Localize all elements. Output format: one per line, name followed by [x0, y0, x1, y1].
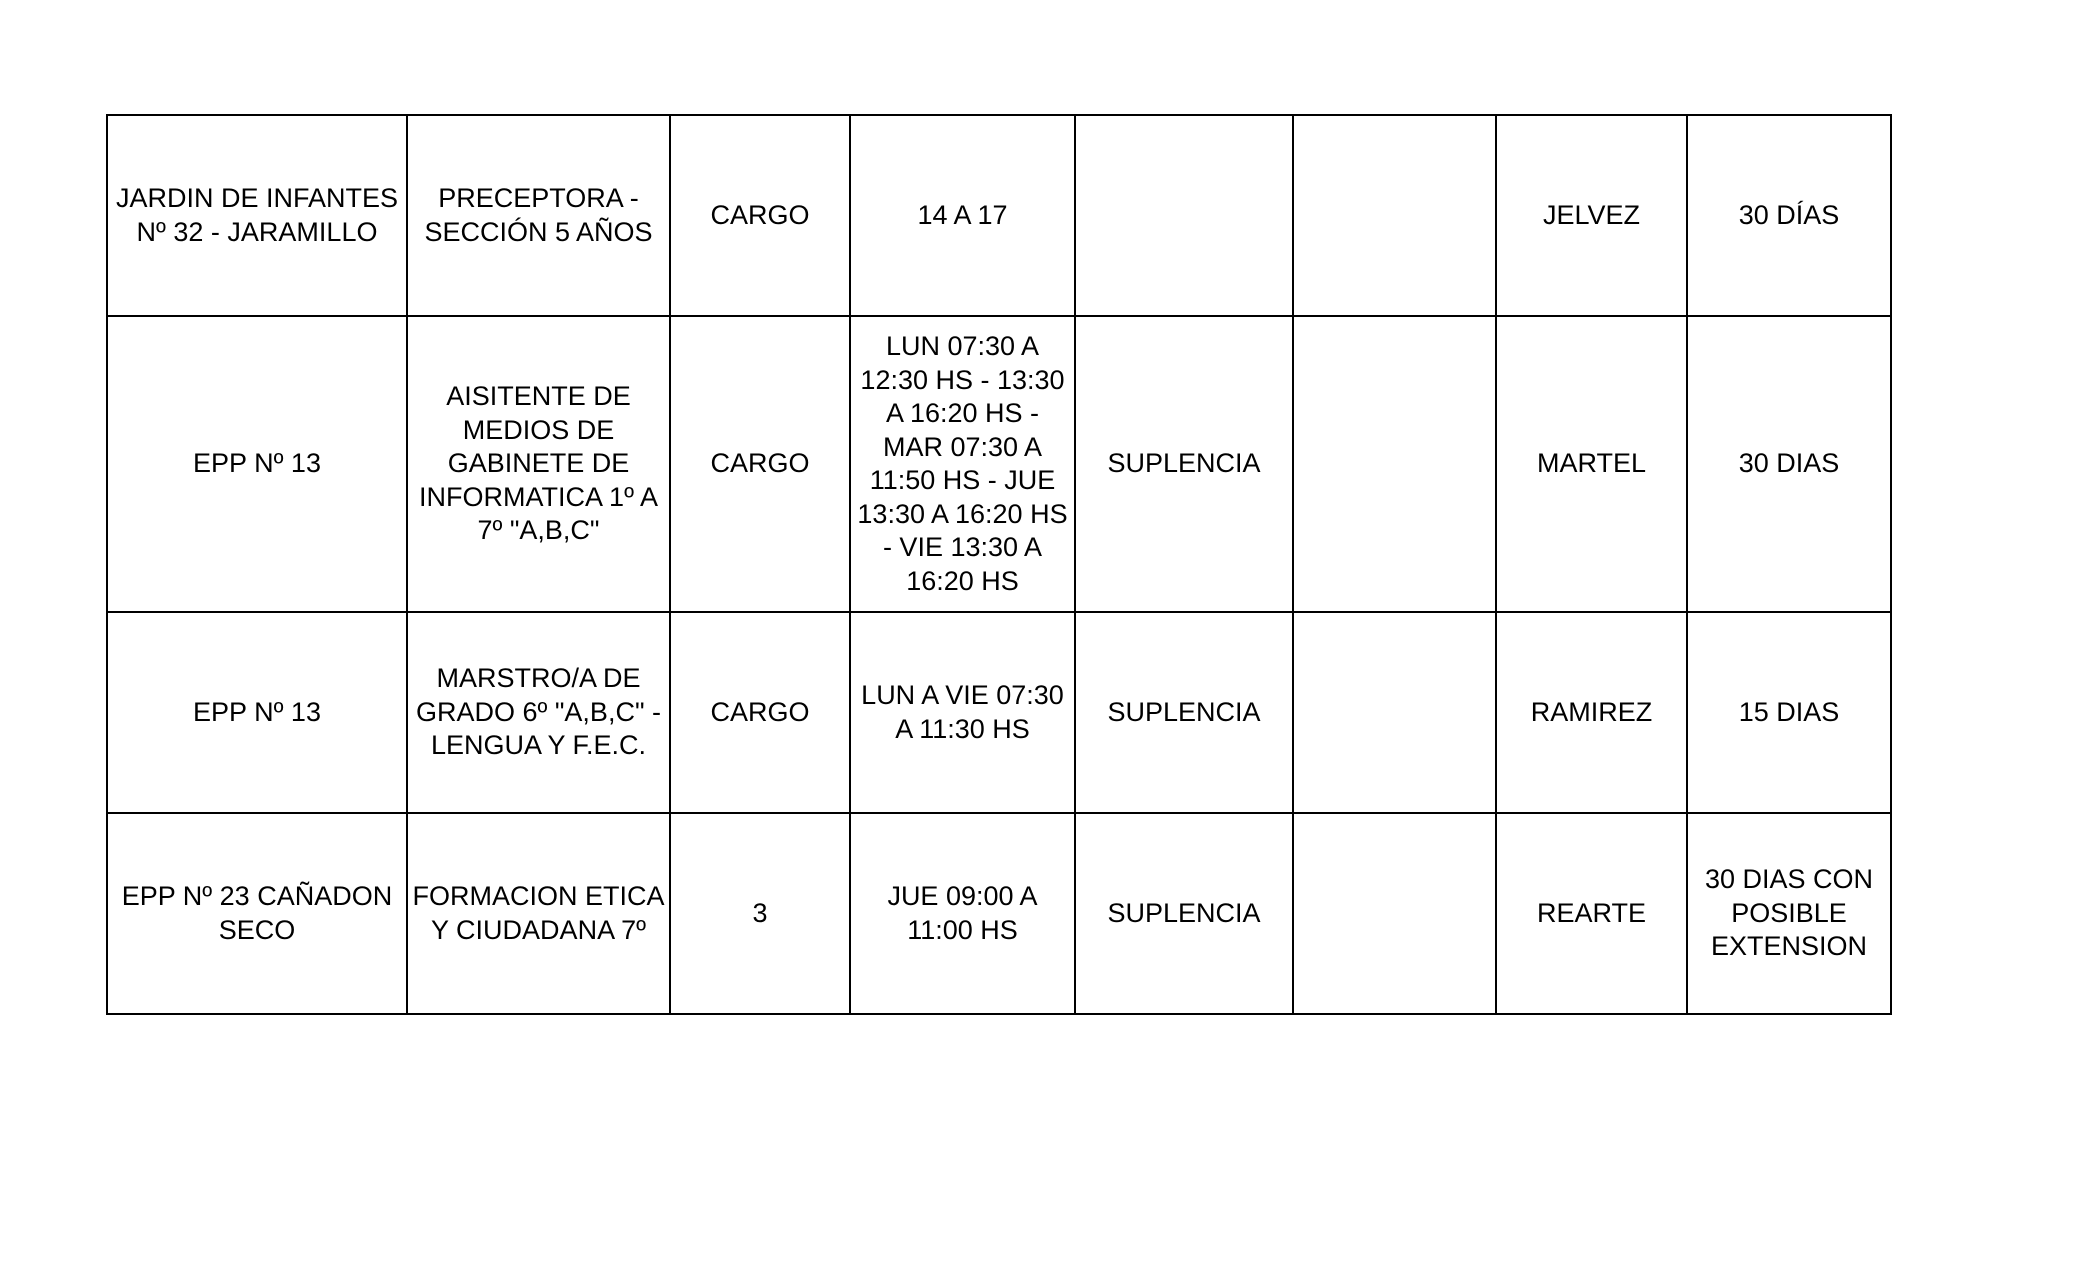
cell-empty [1293, 115, 1496, 316]
table-row [107, 612, 1891, 813]
cell-duracion: 15 DIAS [1687, 612, 1891, 813]
cell-caracter: SUPLENCIA [1075, 316, 1293, 612]
cell-horas: CARGO [670, 612, 850, 813]
cell-caracter [1075, 115, 1293, 316]
cell-horario: JUE 09:00 A 11:00 HS [850, 813, 1075, 1014]
cell-empty [1293, 316, 1496, 612]
cell-horario: LUN A VIE 07:30 A 11:30 HS [850, 612, 1075, 813]
cell-docente: JELVEZ [1496, 115, 1687, 316]
cell-docente: REARTE [1496, 813, 1687, 1014]
cell-cargo-materia: PRECEPTORA - SECCIÓN 5 AÑOS [407, 115, 670, 316]
cell-duracion: 30 DIAS [1687, 316, 1891, 612]
cell-horario: LUN 07:30 A 12:30 HS - 13:30 A 16:20 HS - MAR 07:30 A 11:50 HS - JUE 13:30 A 16:20 HS - VIE 13:30 A 16:20 HS [850, 316, 1075, 612]
cell-escuela: JARDIN DE INFANTES Nº 32 - JARAMILLO [107, 115, 407, 316]
cell-cargo-materia: MARSTRO/A DE GRADO 6º "A,B,C" - LENGUA Y F.E.C. [407, 612, 670, 813]
cell-cargo-materia: FORMACION ETICA Y CIUDADANA 7º [407, 813, 670, 1014]
table-row [107, 316, 1891, 612]
vacancy-table [106, 114, 1892, 1015]
cell-escuela: EPP Nº 23 CAÑADON SECO [107, 813, 407, 1014]
cell-docente: MARTEL [1496, 316, 1687, 612]
cell-duracion: 30 DÍAS [1687, 115, 1891, 316]
cell-empty [1293, 813, 1496, 1014]
cell-horas: 3 [670, 813, 850, 1014]
cell-caracter: SUPLENCIA [1075, 612, 1293, 813]
cell-docente: RAMIREZ [1496, 612, 1687, 813]
cell-empty [1293, 612, 1496, 813]
cell-duracion: 30 DIAS CON POSIBLE EXTENSION [1687, 813, 1891, 1014]
cell-horas: CARGO [670, 316, 850, 612]
table-row [107, 813, 1891, 1014]
cell-escuela: EPP Nº 13 [107, 316, 407, 612]
cell-horario: 14 A 17 [850, 115, 1075, 316]
cell-cargo-materia: AISITENTE DE MEDIOS DE GABINETE DE INFORMATICA 1º A 7º "A,B,C" [407, 316, 670, 612]
table-row [107, 115, 1891, 316]
cell-horas: CARGO [670, 115, 850, 316]
cell-escuela: EPP Nº 13 [107, 612, 407, 813]
cell-caracter: SUPLENCIA [1075, 813, 1293, 1014]
